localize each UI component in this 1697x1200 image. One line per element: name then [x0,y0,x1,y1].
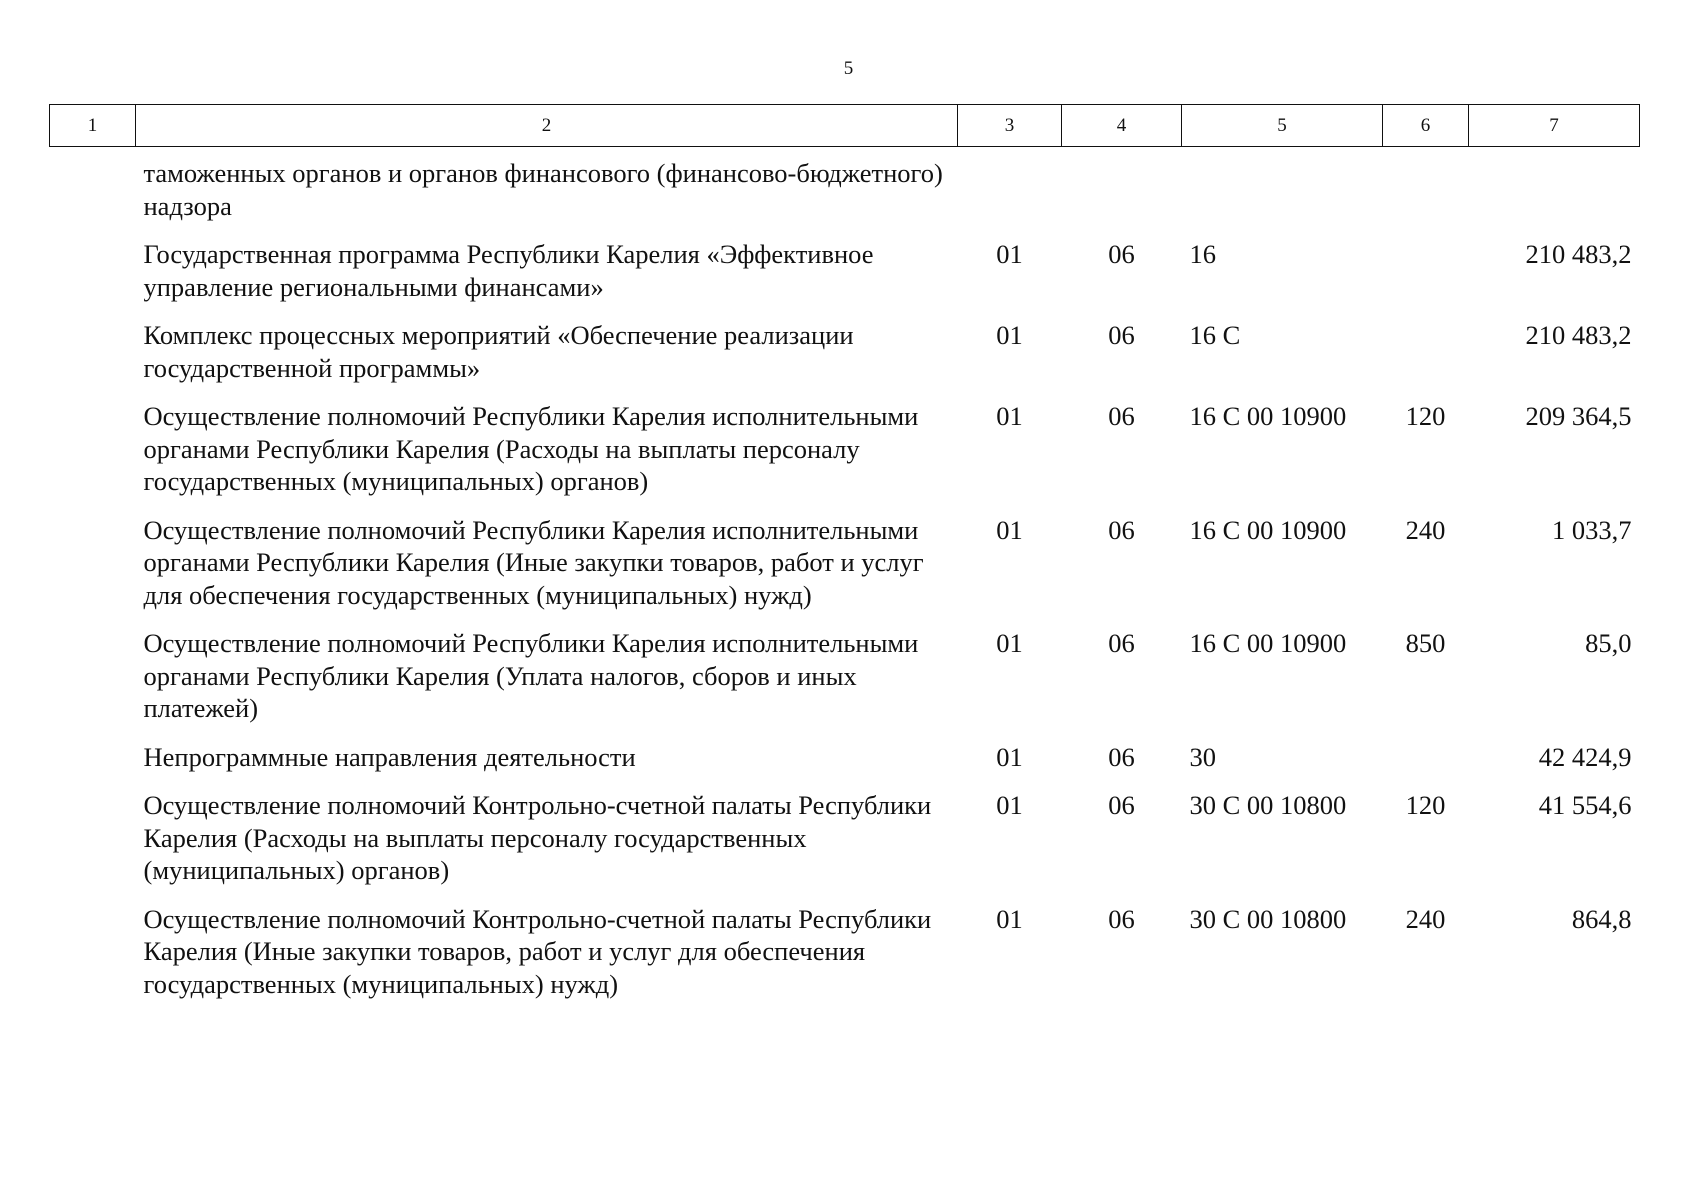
expense-type: 240 [1405,514,1446,545]
header-cell-1: 1 [50,105,136,147]
expense-type [1383,147,1469,239]
empty-cell [50,319,136,400]
target-article: 16 С 00 10900 [1189,628,1347,658]
amount: 210 483,2 [1525,320,1632,350]
empty-cell [50,789,136,903]
empty-cell [50,514,136,628]
header-cell-4: 4 [1062,105,1182,147]
subsection-code: 06 [1108,239,1135,269]
target-article: 16 С 00 10900 [1189,401,1347,431]
table-row [50,400,1640,514]
expense-name: Непрограммные направления деятельности [143,741,636,772]
amount: 209 364,5 [1525,401,1632,431]
section-code: 01 [996,401,1023,431]
table-body [50,147,1640,1017]
table-row [50,147,1640,239]
table-row [50,627,1640,741]
amount: 1 033,7 [1552,514,1632,545]
target-article [1182,147,1383,239]
section-code: 01 [996,320,1023,350]
empty-cell [50,741,136,790]
section-code: 01 [996,239,1023,269]
subsection-code: 06 [1108,628,1135,658]
section-code: 01 [996,903,1023,934]
header-cell-7: 7 [1469,105,1640,147]
table-row [50,238,1640,319]
header-cell-6: 6 [1383,105,1469,147]
section-code: 01 [996,790,1023,820]
empty-cell [50,147,136,239]
table-row [50,319,1640,400]
subsection-code: 06 [1108,741,1135,772]
subsection-code: 06 [1108,790,1135,820]
amount: 210 483,2 [1525,239,1632,269]
expense-type: 120 [1405,790,1446,820]
amount: 42 424,9 [1538,741,1632,772]
subsection-code [1062,147,1182,239]
expense-name: таможенных органов и органов финансового (финансово-бюджетного) надзора [143,158,943,221]
section-code: 01 [996,514,1023,545]
table-row [50,741,1640,790]
section-code [958,147,1062,239]
empty-cell [50,400,136,514]
header-cell-5: 5 [1182,105,1383,147]
table-row [50,789,1640,903]
target-article: 30 [1189,741,1216,772]
expense-name: Комплекс процессных мероприятий «Обеспечение реализации государственной программы» [143,320,854,383]
expense-name: Осуществление полномочий Республики Карелия исполнительными органами Республики Карелия (Уплата налогов, сборов и иных платежей) [143,628,919,723]
empty-cell [50,903,136,1017]
target-article: 30 С 00 10800 [1189,790,1347,820]
section-code: 01 [996,628,1023,658]
expense-name: Осуществление полномочий Республики Карелия исполнительными органами Республики Карелия (Расходы на выплаты персоналу государственных (муниципальных) органов) [143,401,919,496]
section-code: 01 [996,741,1023,772]
target-article: 16 С [1189,320,1241,350]
table-header [50,105,1640,147]
expense-name: Осуществление полномочий Контрольно-счетной палаты Республики Карелия (Иные закупки товаров, работ и услуг для обеспечения государственных (муниципальных) нужд) [143,903,932,999]
empty-cell [50,627,136,741]
target-article: 16 [1189,239,1216,269]
subsection-code: 06 [1108,401,1135,431]
subsection-code: 06 [1108,903,1135,934]
expense-name: Государственная программа Республики Карелия «Эффективное управление региональными финансами» [143,239,874,302]
page-number: 5 [843,58,854,79]
expense-name: Осуществление полномочий Республики Карелия исполнительными органами Республики Карелия (Иные закупки товаров, работ и услуг для обеспечения государственных (муниципальных) нужд) [143,514,924,610]
header-row [50,105,1640,147]
amount: 864,8 [1571,903,1632,934]
header-cell-2: 2 [136,105,958,147]
empty-cell [50,238,136,319]
amount: 85,0 [1585,628,1632,658]
budget-table [49,104,1640,1016]
expense-type: 240 [1405,903,1446,934]
amount: 41 554,6 [1538,790,1632,820]
header-cell-3: 3 [958,105,1062,147]
expense-type: 850 [1405,628,1446,658]
expense-type [1383,238,1469,319]
expense-name: Осуществление полномочий Контрольно-счетной палаты Республики Карелия (Расходы на выплаты персоналу государственных (муниципальных) органов) [143,790,932,885]
table-row [50,514,1640,628]
amount [1469,147,1640,239]
expense-type [1383,741,1469,790]
target-article: 16 С 00 10900 [1189,514,1347,545]
expense-type [1383,319,1469,400]
expense-type: 120 [1405,401,1446,431]
subsection-code: 06 [1108,514,1135,545]
subsection-code: 06 [1108,320,1135,350]
target-article: 30 С 00 10800 [1189,903,1347,934]
table-row [50,903,1640,1017]
